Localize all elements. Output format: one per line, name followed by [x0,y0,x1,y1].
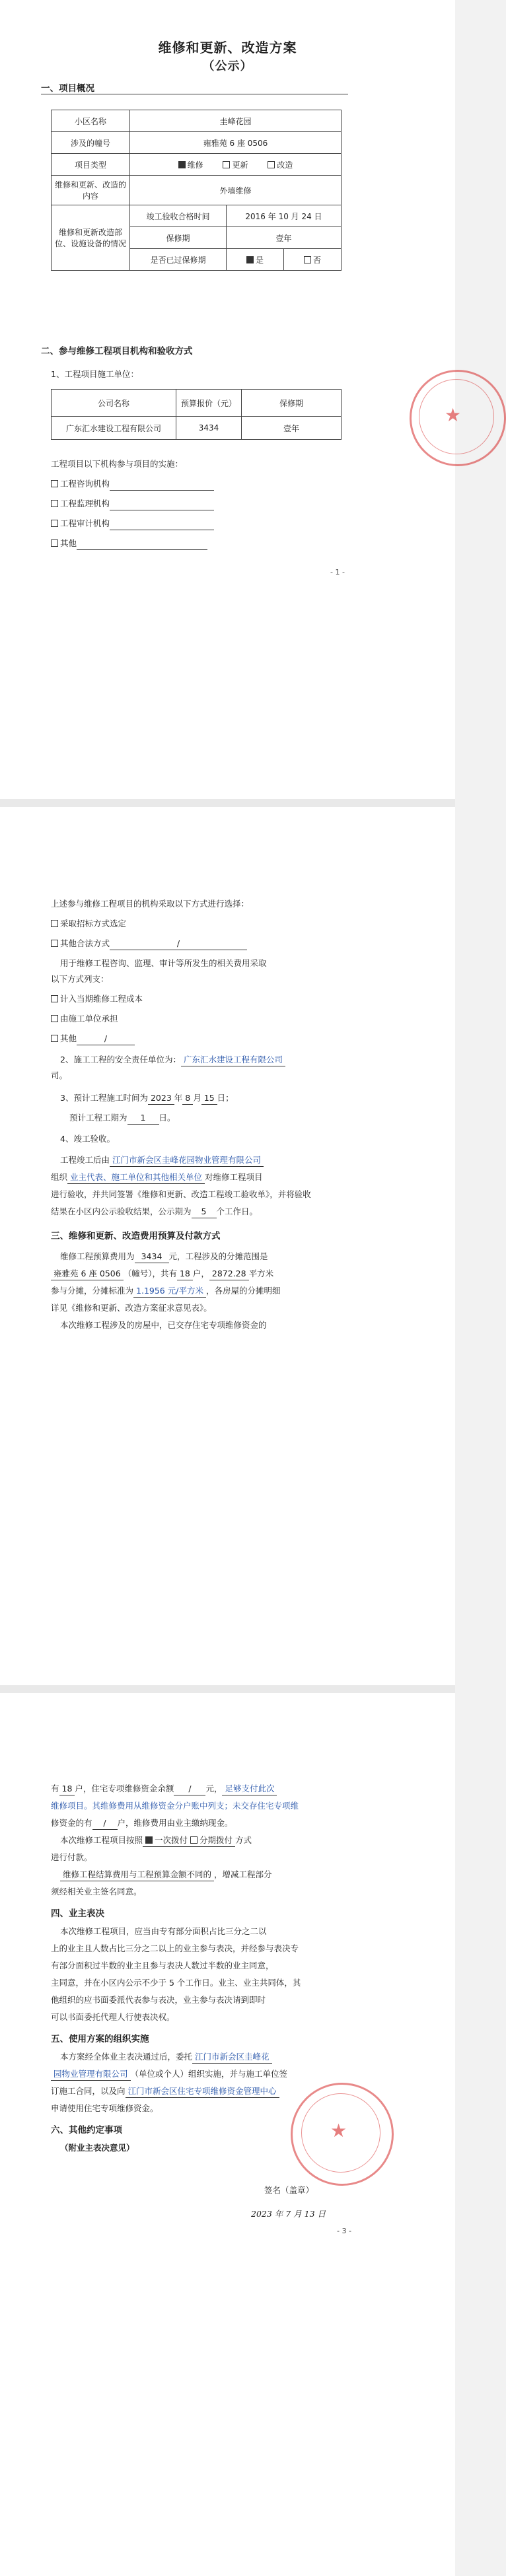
p2-fee3: 参与分摊，分摊标准为 1.1956 元/平方米 ，各房屋的分摊明细 [51,1285,280,1298]
other-other: 其他 [51,538,207,550]
page-gap [0,799,455,807]
p2-opt4: 由施工单位承担 [51,1013,118,1025]
p2-item4: 4、竣工验收。 [60,1134,115,1144]
installment-checkbox[interactable] [190,1836,198,1844]
page-number-3: - 3 - [337,2227,351,2235]
section3-heading: 三、维修和更新、改造费用预算及付款方式 [51,1231,221,1241]
content-label: 维修和更新、改造的内容 [52,176,130,205]
p2-item3b: 预计工程工期为 1 日。 [69,1112,176,1125]
p3-v4: 主同意，并在小区内公示不少于 5 个工作日。业主、业主共同体，其 [51,1978,301,1988]
section5-heading: 五、使用方案的组织实施 [51,2034,149,2044]
type-remodel-checkbox[interactable] [268,161,275,168]
p3-l6: 维修工程结算费用与工程预算金额不同的 ，增减工程部分 [60,1869,272,1881]
p2-fee1: 维修工程预算费用为 3434 元，工程涉及的分摊范围是 [60,1251,268,1263]
other-checkbox[interactable] [51,540,58,547]
p3-l3: 修资金的有 / 户，维修费用由业主缴纳现金。 [51,1817,233,1830]
in-warranty-label: 是否已过保修期 [130,249,227,271]
supervise-checkbox[interactable] [51,500,58,507]
item1-text: 1、工程项目施工单位： [51,369,139,379]
p2-acc1: 工程竣工后由 江门市新会区圭峰花园物业管理有限公司 [60,1154,264,1167]
p3-l5: 进行付款。 [51,1852,92,1862]
p3-l2: 维修项目。其维修费用从维修资金分户账中列支；未交存住宅专项维 [51,1801,299,1811]
p2-acc3: 进行验收，并共同签署《维修和更新、改造工程竣工验收单》，并将验收 [51,1189,311,1199]
contractor-bear-checkbox[interactable] [51,1015,58,1022]
p3-l1: 有 18 户，住宅专项维修资金余额 / 元， 足够支付此次 [51,1783,277,1795]
p2-opt1: 采取招标方式选定 [51,918,126,930]
in-warranty-no-checkbox[interactable] [304,256,311,263]
firm-header-budget: 预算报价（元） [176,390,242,417]
warranty-label: 维修和更新改造部位、设施设备的情况 [52,205,130,271]
completion-value: 2016 年 10 月 24 日 [226,205,341,227]
p2-opt2: 其他合法方式 / [51,938,247,950]
p2-acc2: 组织 业主代表、施工单位和其他相关单位 对维修工程项目 [51,1171,263,1184]
p2-para1-b: 以下方式列支： [51,974,109,984]
p3-v6: 可以书面委托代理人行使表决权。 [51,2012,175,2022]
warranty-period-value: 壹年 [226,227,341,249]
p2-fee5: 本次维修工程涉及的房屋中，已交存住宅专项维修资金的 [60,1320,267,1330]
firm-header-name: 公司名称 [52,390,176,417]
other-method-checkbox[interactable] [51,940,58,947]
p2-acc4: 结果在小区内公示验收结果，公示期为 5 个工作日。 [51,1206,258,1218]
p3-v5: 他组织的应书面委派代表参与表决，业主参与表决请到即时 [51,1995,266,2005]
type-options: 维修 更新 改造 [130,154,342,176]
community-label: 小区名称 [52,110,130,132]
content-value: 外墙维修 [130,176,342,205]
in-warranty-yes-checkbox[interactable] [246,256,254,263]
cost-other-checkbox[interactable] [51,1035,58,1042]
audit-checkbox[interactable] [51,520,58,527]
p2-fee2: 雍雅苑 6 座 0506 （幢号），共有 18 户， 2872.28 平方米 [51,1268,273,1280]
page-3 [0,1693,455,2576]
building-value: 雍雅苑 6 座 0506 [130,132,342,154]
type-renew-checkbox[interactable] [223,161,230,168]
page-number-1: - 1 - [330,568,345,576]
single-pay-checkbox[interactable] [145,1836,153,1844]
p3-l4: 本次维修工程项目按照 一次拨付 分期拨付 方式 [60,1834,252,1847]
seal-star-icon: ★ [330,2120,347,2141]
sign-date: 2023 年 7 月 13 日 [251,2209,326,2219]
p2-item3: 3、预计工程施工时间为 2023 年 8 月 15 日； [60,1092,234,1105]
completion-label: 竣工验收合格时间 [130,205,227,227]
p2-para1-a: 用于维修工程咨询、监理、审计等所发生的相关费用采取 [60,958,267,968]
p3-v1: 本次维修工程项目，应当由专有部分面积占比三分之二以 [60,1926,267,1936]
p2-opt5: 其他 / [51,1033,135,1045]
doc-subtitle: （公示） [202,59,253,73]
project-overview-table [51,110,342,271]
p3-o2: 园物业管理有限公司 （单位或个人）组织实施，并与施工单位签 [51,2068,287,2081]
other-consult: 工程咨询机构 [51,478,214,491]
p2-item2: 2、施工工程的安全责任单位为： 广东汇水建设工程有限公司 [60,1054,285,1066]
type-label: 项目类型 [52,154,130,176]
p2-item2-end: 司。 [51,1070,68,1080]
p2-intro: 上述参与维修工程项目的机构采取以下方式进行选择： [51,899,250,909]
p2-fee4: 详见《维修和更新、改造方案征求意见表》。 [51,1303,212,1313]
in-warranty-no: 否 [283,249,341,271]
firm-header-warranty: 保修期 [242,390,342,417]
p3-o3: 订施工合同，以及向 江门市新会区住宅专项维修资金管理中心 [51,2085,279,2098]
p3-v3: 有部分面积过半数的业主且参与表决人数过半数的业主同意， [51,1961,274,1970]
contractor-table [51,389,342,440]
page-gap [0,1685,455,1693]
cost-include-checkbox[interactable] [51,995,58,1002]
doc-title: 维修和更新、改造方案 [158,40,297,55]
consult-checkbox[interactable] [51,480,58,487]
sign-label: 签名（盖章） [264,2185,314,2195]
type-repair-checkbox[interactable] [178,161,186,168]
p3-o4: 申请使用住宅专项维修资金。 [51,2103,159,2113]
firm-name: 广东汇水建设工程有限公司 [52,417,176,440]
section6-heading: 六、其他约定事项 [51,2125,122,2136]
community-value: 圭峰花园 [130,110,342,132]
firm-warranty: 壹年 [242,417,342,440]
seal-star-icon: ★ [445,404,462,426]
p3-o1: 本方案经全体业主表决通过后，委托 江门市新会区圭峰花 [60,2051,272,2064]
section4-heading: 四、业主表决 [51,1908,104,1919]
section1-heading: 一、项目概况 [41,83,94,94]
p3-l7: 须经相关业主签名同意。 [51,1887,142,1897]
page-2 [0,807,455,1685]
building-label: 涉及的幢号 [52,132,130,154]
page-1 [0,0,462,799]
p3-v2: 上的业主且人数占比三分之二以上的业主参与表决，并经参与表决专 [51,1943,299,1953]
section6-sub: （附业主表决意见） [60,2143,135,2153]
other-supervise: 工程监理机构 [51,498,214,510]
others-intro: 工程项目以下机构参与项目的实施： [51,459,184,469]
other-audit: 工程审计机构 [51,518,214,530]
p2-opt3: 计入当期维修工程成本 [51,993,143,1005]
tender-checkbox[interactable] [51,920,58,927]
firm-budget: 3434 [176,417,242,440]
warranty-period-label: 保修期 [130,227,227,249]
section2-heading: 二、参与维修工程项目机构和验收方式 [41,346,193,357]
in-warranty-yes: 是 [226,249,283,271]
